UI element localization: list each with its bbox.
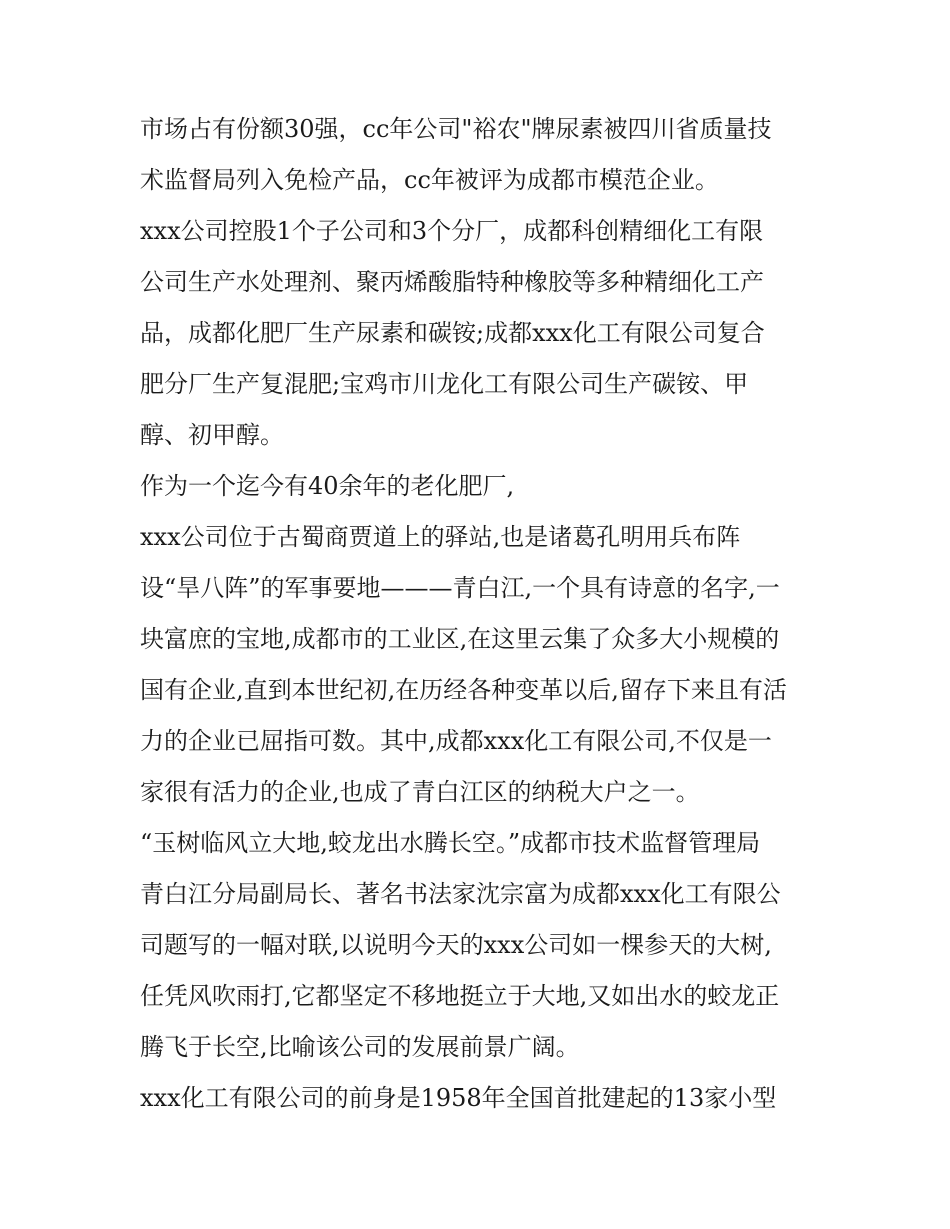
text-line: 作为一个迄今有40余年的老化肥厂,: [140, 472, 515, 500]
text-line: 国有企业,直到本世纪初,在历经各种变革以后,留存下来且有活: [140, 676, 787, 704]
text-line: 醇、初甲醇。: [140, 421, 284, 449]
text-line: 腾飞于长空,比喻该公司的发展前景广阔。: [140, 1033, 580, 1061]
text-line: 公司生产水处理剂、聚丙烯酸脂特种橡胶等多种精细化工产: [140, 268, 764, 296]
text-line: xxx公司控股1个子公司和3个分厂，成都科创精细化工有限: [140, 217, 764, 245]
text-line: 力的企业已屈指可数。其中,成都xxx化工有限公司,不仅是一: [140, 727, 772, 755]
text-line: 任凭风吹雨打,它都坚定不移地挺立于大地,又如出水的蛟龙正: [140, 982, 780, 1010]
text-line: 家很有活力的企业,也成了青白江区的纳税大户之一。: [140, 778, 700, 806]
text-line: 术监督局列入免检产品，cc年被评为成都市模范企业。: [140, 166, 719, 194]
text-line: 设“旱八阵”的军事要地———青白江,一个具有诗意的名字,一: [140, 574, 780, 602]
text-line: xxx化工有限公司的前身是1958年全国首批建起的13家小型: [140, 1084, 777, 1112]
text-line: 司题写的一幅对联,以说明今天的xxx公司如一棵参天的大树,: [140, 931, 772, 959]
text-line: 青白江分局副局长、著名书法家沈宗富为成都xxx化工有限公: [140, 880, 781, 908]
text-line: 块富庶的宝地,成都市的工业区,在这里云集了众多大小规模的: [140, 625, 780, 653]
text-line: 市场占有份额30强，cc年公司"裕农"牌尿素被四川省质量技: [140, 115, 772, 143]
text-line: “玉树临风立大地,蛟龙出水腾长空。”成都市技术监督管理局: [140, 829, 761, 857]
document-body: [140, 104, 820, 1124]
text-line: 品，成都化肥厂生产尿素和碳铵;成都xxx化工有限公司复合: [140, 319, 765, 347]
text-line: xxx公司位于古蜀商贾道上的驿站,也是诸葛孔明用兵布阵: [140, 523, 741, 551]
text-line: 肥分厂生产复混肥;宝鸡市川龙化工有限公司生产碳铵、甲: [140, 370, 749, 398]
